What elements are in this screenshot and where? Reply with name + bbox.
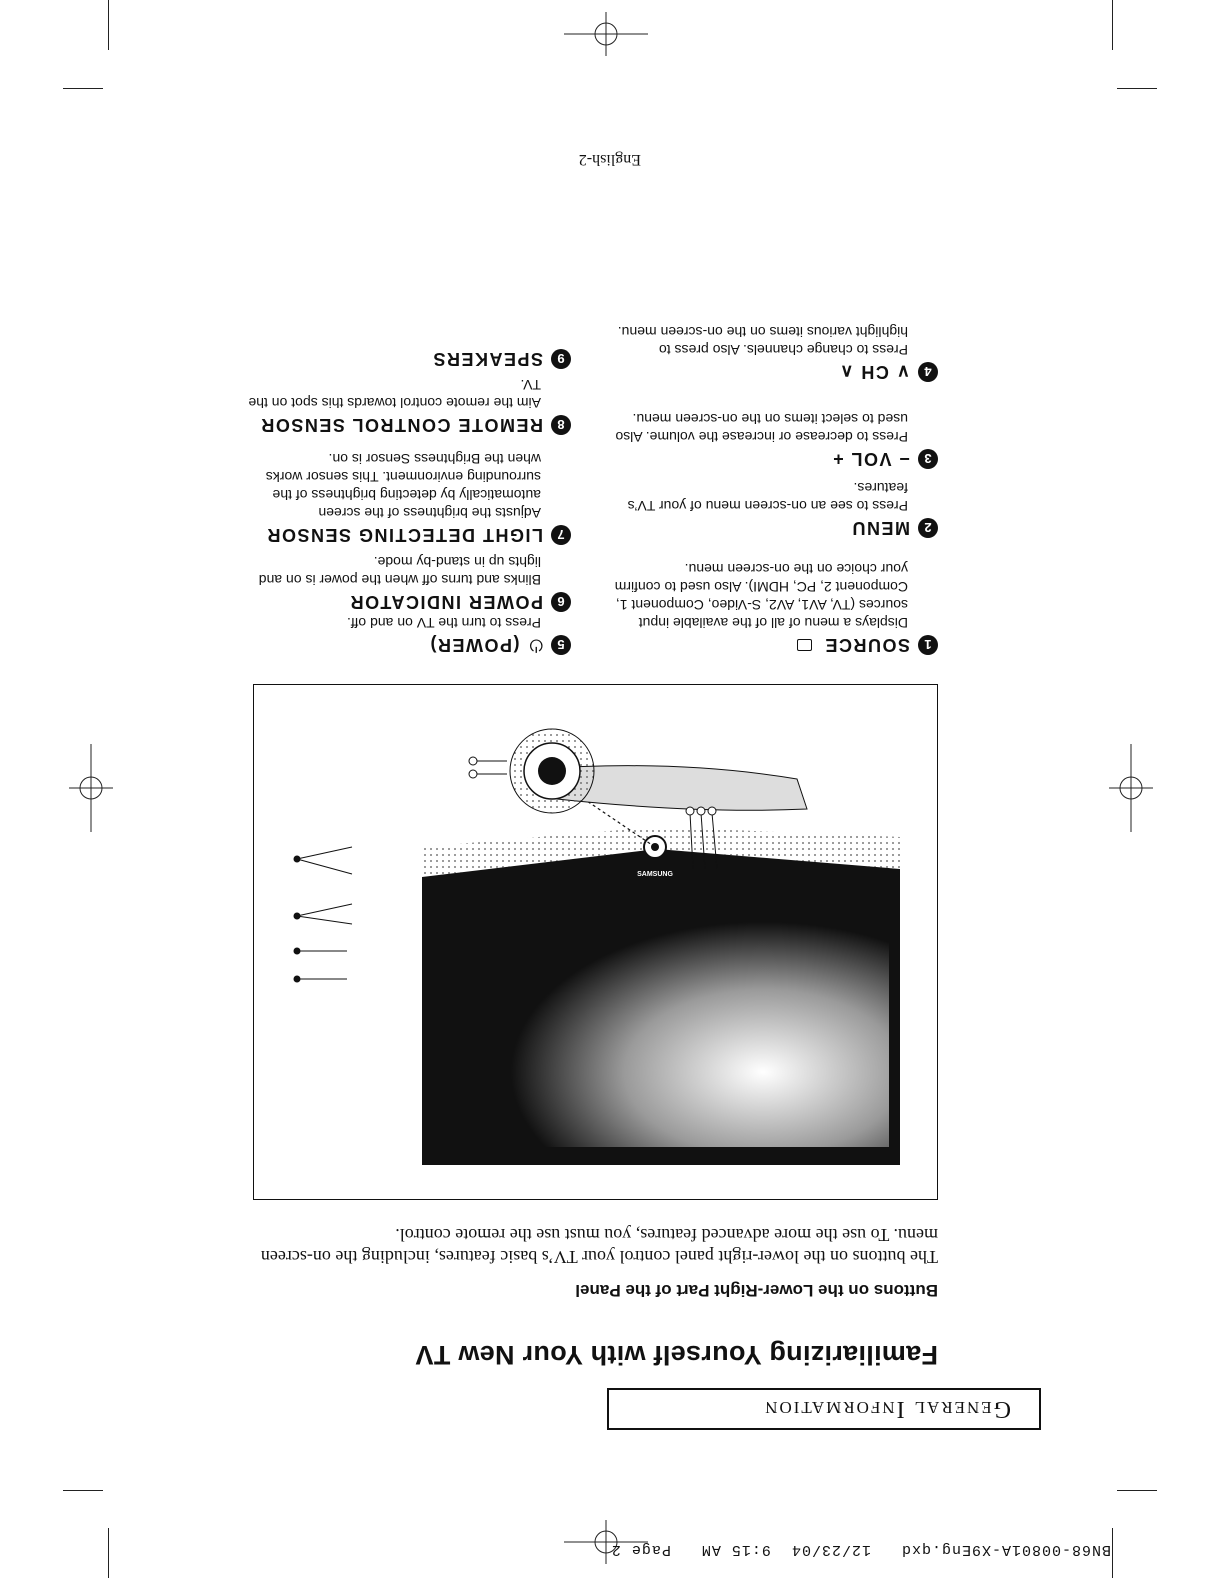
item-number: 1 [918,635,938,655]
item-description: Press to change channels. Also press to highlight various items on the on-screen menu. [617,324,908,358]
slug-file: BN68-00801A-X9Eng.qxd [900,1541,1111,1558]
page-title: Familiarizing Yourself with Your New TV [415,1340,938,1370]
crop-mark [63,1490,103,1491]
item-number: 5 [551,635,571,655]
item-light-sensor [241,450,571,548]
registration-mark [556,4,656,64]
crop-mark [1112,0,1113,50]
item-description: Adjusts the brightness of the screen automatically by detecting brightness of the surrounding environment. This sensor works when the Brightness Sensor is on. [265,451,541,521]
item-title: LIGHT DETECTING SENSOR [265,525,543,546]
item-title: SPEAKERS [431,349,543,370]
item-number: 8 [551,415,571,435]
tv-illustration [255,686,937,1199]
item-number: 3 [918,449,938,469]
source-input-icon [797,639,812,651]
tv-screen [469,897,889,1147]
power-icon: ⏻ [529,636,543,655]
page-footer: English-2 [578,151,641,168]
power-button-icon [538,757,566,785]
item-number: 4 [918,362,938,382]
section-title: General Information [763,1396,1011,1423]
item-title: (POWER) [429,635,520,656]
item-description: Aim the remote control towards this spot on the TV. [248,377,541,411]
item-number: 7 [551,525,571,545]
item-power [241,614,571,658]
item-speakers [241,346,571,372]
item-power-indicator [241,553,571,615]
item-number: 9 [551,349,571,369]
slug-time: 9:15 AM [700,1541,771,1558]
item-title: − VOL + [831,449,910,470]
item-title: POWER INDICATOR [349,592,543,613]
item-title: SOURCE [823,635,910,656]
print-slug [91,1541,1111,1558]
brand-label: SAMSUNG [637,871,673,878]
item-remote-sensor [241,376,571,438]
item-channel [608,323,938,385]
crop-mark [1117,1490,1157,1491]
crop-mark [1117,88,1157,89]
intro-paragraph: The buttons on the lower-right panel control your TV’s basic features, including the on-screen menu. To use the more advanced features, you must use the remote control. [260,1225,938,1267]
item-description: Displays a menu of all of the available input sources (TV, AV1, AV2, S-Video, Component 1, Component 2, PC, HDMI). Also used to confirm your choice on the on-screen menu. [614,561,908,631]
registration-mark [1101,738,1161,838]
item-description: Blinks and turns off when the power is on and lights up in stand-by mode. [258,554,541,588]
subtitle: Buttons on the Lower-Right Part of the Panel [575,1281,938,1300]
item-title: ∨ CH ∧ [838,362,910,383]
item-source [608,560,938,658]
item-description: Press to decrease or increase the volume. Also used to select items on the on-screen menu. [615,411,908,445]
item-menu [608,479,938,541]
crop-mark [1112,1528,1113,1578]
tv-panel-figure [253,684,938,1200]
item-number: 2 [918,518,938,538]
section-header [607,1388,1041,1430]
slug-page: Page 2 [610,1541,671,1558]
item-description: Press to see an on-screen menu of your TV’s features. [627,480,908,514]
item-title: MENU [851,518,910,539]
item-title: REMOTE CONTROL SENSOR [259,415,543,436]
item-number: 6 [551,592,571,612]
crop-mark [108,0,109,50]
item-volume [608,410,938,472]
registration-mark [61,738,121,838]
item-description: Press to turn the TV on and off. [346,615,541,631]
slug-date: 12/23/04 [790,1541,871,1558]
crop-mark [63,88,103,89]
